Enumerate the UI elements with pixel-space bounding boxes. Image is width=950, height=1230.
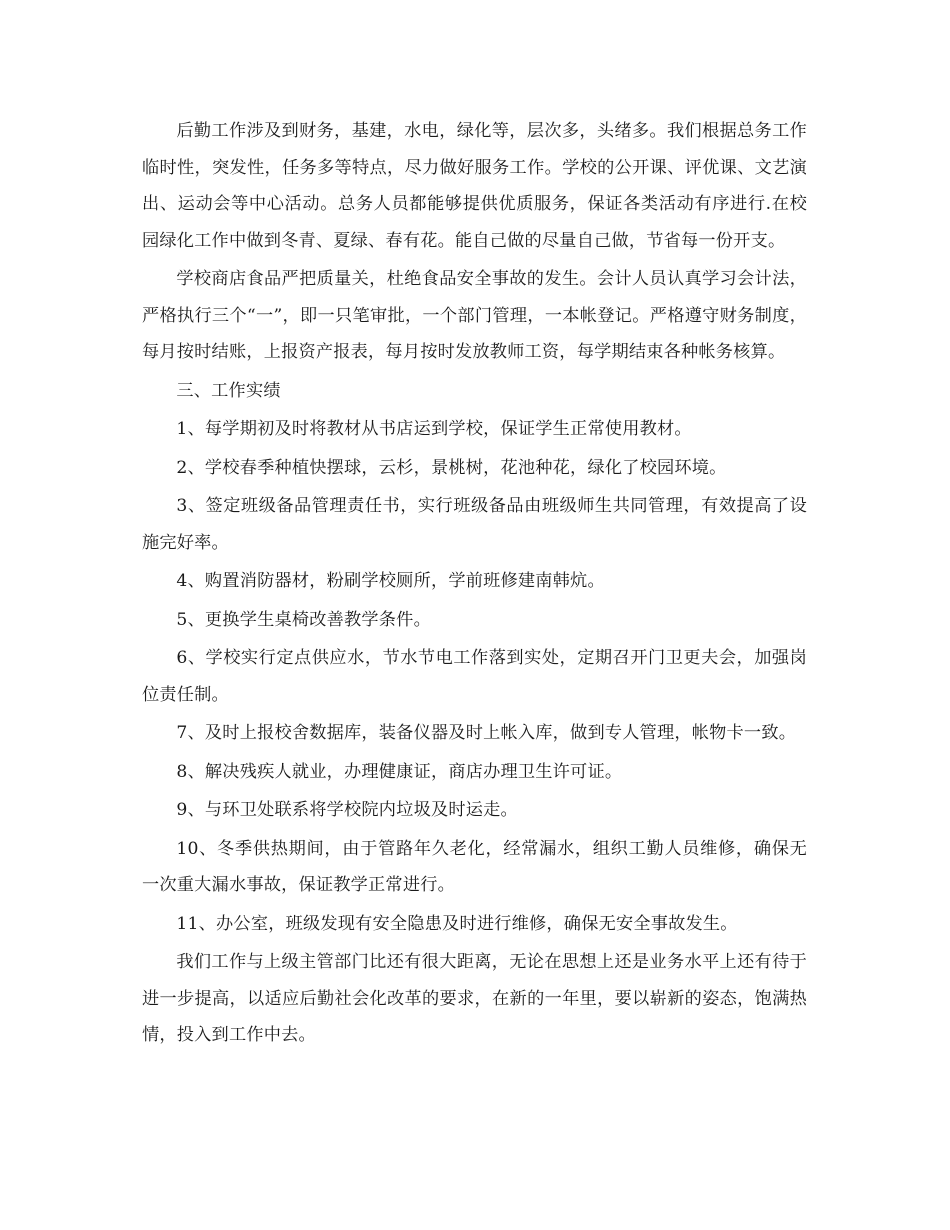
- list-item-2: 2、学校春季种植快摆球，云杉，景桃树，花池种花，绿化了校园环境。: [176, 457, 727, 478]
- list-item-6: 6、学校实行定点供应水，节水节电工作落到实处，定期召开门卫更夫会，加强岗位责任制。: [142, 648, 807, 705]
- list-item-7: 7、及时上报校舍数据库，装备仪器及时上帐入库，做到专人管理，帐物卡一致。: [176, 723, 797, 743]
- document-body: [142, 113, 807, 1056]
- list-item-8: 8、解决残疾人就业，办理健康证，商店办理卫生许可证。: [176, 761, 623, 782]
- paragraph-store-and-finance: 学校商店食品严把质量关，杜绝食品安全事故的发生。会计人员认真学习会计法，严格执行三个“一”，即一只笔审批，一个部门管理，一本帐登记。严格遵守财务制度，每月按时结账，上报资产报表，每月按时发放教师工资，每学期结束各种帐务核算。: [142, 269, 807, 362]
- section-heading-achievements: 三、工作实绩: [176, 380, 281, 401]
- list-item-1: 1、每学期初及时将教材从书店运到学校，保证学生正常使用教材。: [176, 419, 692, 439]
- list-item-10: 10、冬季供热期间，由于管路年久老化，经常漏水，组织工勤人员维修，确保无一次重大漏水事故，保证教学正常进行。: [142, 838, 807, 895]
- list-item-4: 4、购置消防器材，粉刷学校厕所，学前班修建南韩炕。: [176, 571, 605, 591]
- list-item-3: 3、签定班级备品管理责任书，实行班级备品由班级师生共同管理，有效提高了设施完好率。: [142, 496, 807, 553]
- list-item-11: 11、办公室，班级发现有安全隐患及时进行维修，确保无安全事故发生。: [176, 913, 738, 934]
- list-item-5: 5、更换学生桌椅改善教学条件。: [176, 609, 431, 630]
- paragraph-logistics-overview: 后勤工作涉及到财务，基建，水电，绿化等，层次多，头绪多。我们根据总务工作临时性，突发性，任务多等特点，尽力做好服务工作。学校的公开课、评优课、文艺演出、运动会等中心活动。总务人员都能够提供优质服务，保证各类活动有序进行.在校园绿化工作中做到冬青、夏绿、春有花。能自己做的尽量自己做，节省每一份开支。: [142, 121, 807, 251]
- paragraph-conclusion: 我们工作与上级主管部门比还有很大距离，无论在思想上还是业务水平上还有待于进一步提高，以适应后勤社会化改革的要求，在新的一年里，要以崭新的姿态，饱满热情，投入到工作中去。: [142, 952, 807, 1045]
- list-item-9: 9、与环卫处联系将学校院内垃圾及时运走。: [176, 800, 518, 820]
